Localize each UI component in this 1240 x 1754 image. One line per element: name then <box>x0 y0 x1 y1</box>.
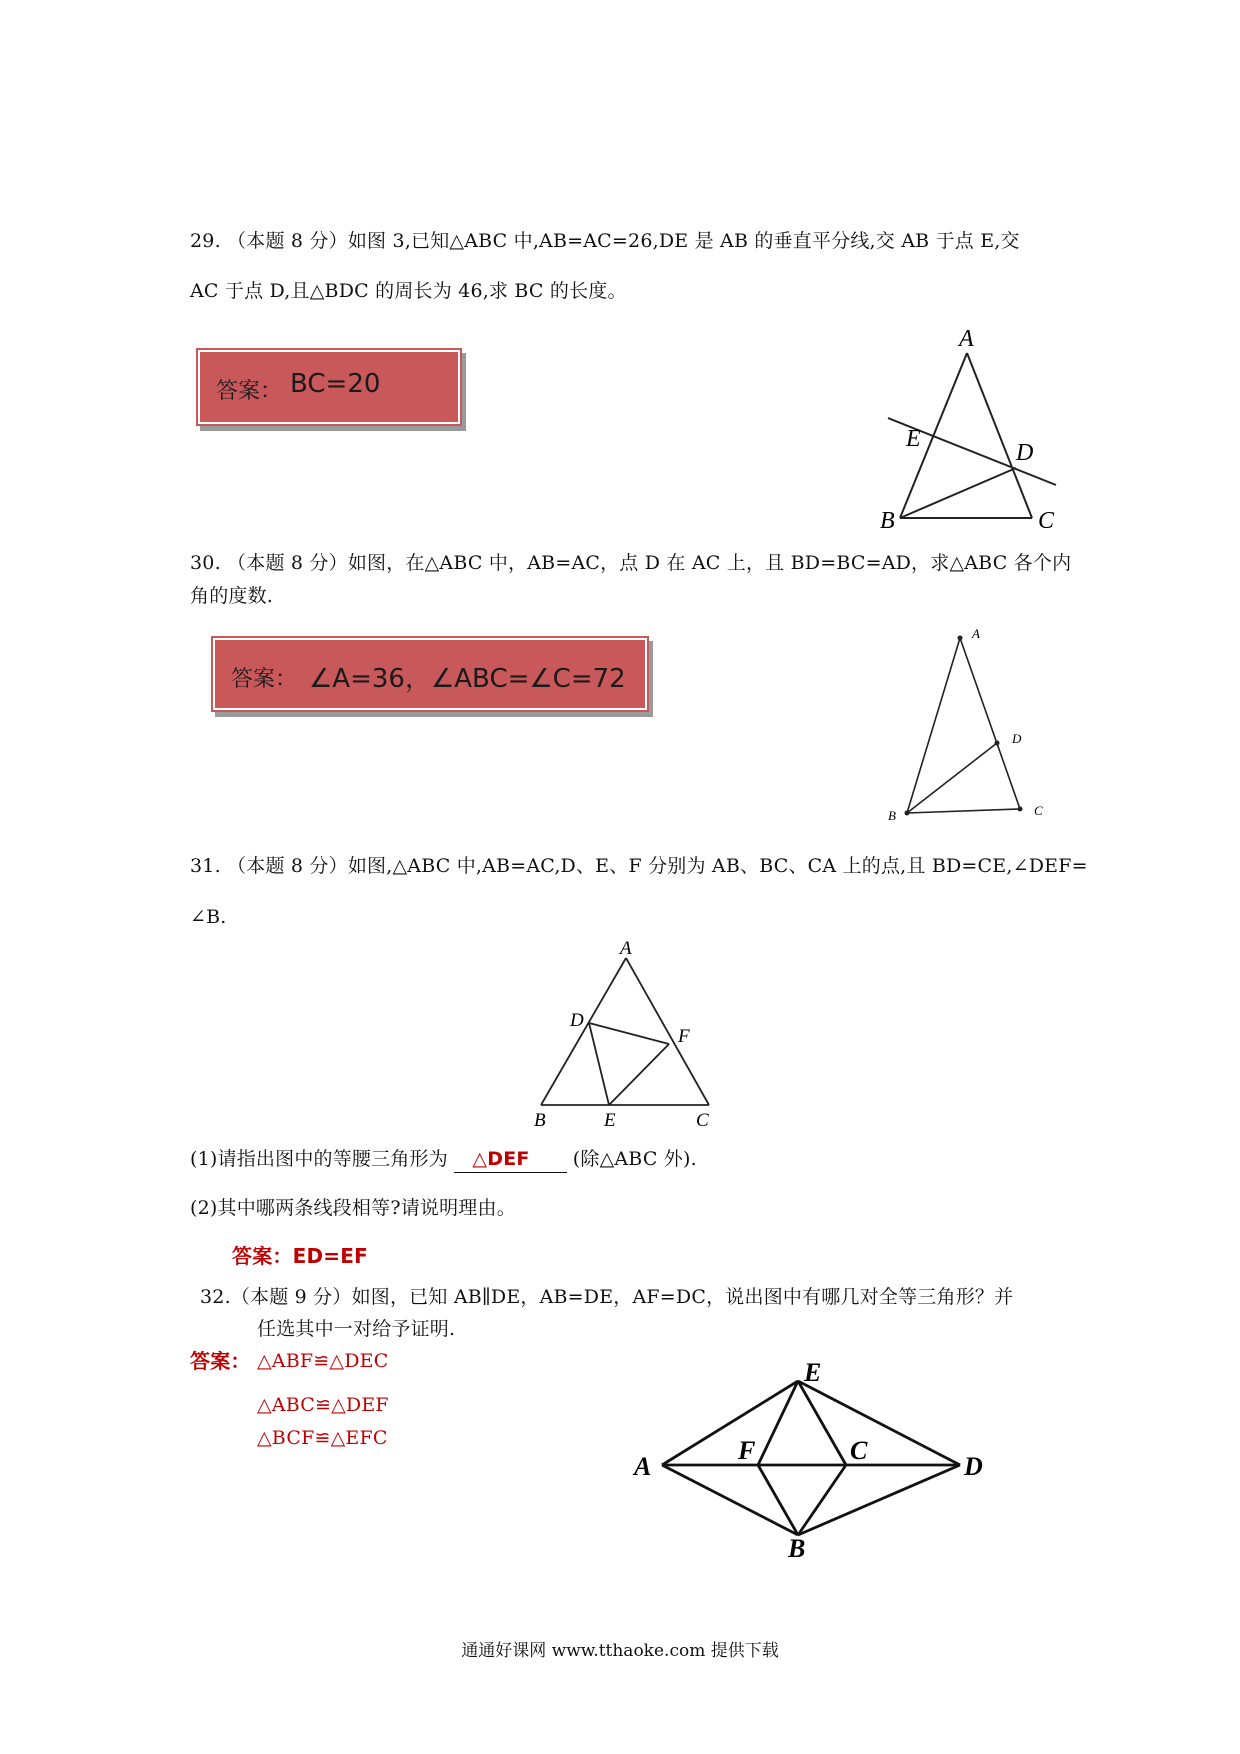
q31-label-f: F <box>678 1026 690 1047</box>
q31-text-line1: 31. （本题 8 分）如图,△ABC 中,AB=AC,D、E、F 分别为 AB、BC、CA 上的点,且 BD=CE,∠DEF= <box>190 855 1088 877</box>
page-footer: 通通好课网 www.tthaoke.com 提供下载 <box>461 1641 779 1661</box>
q32-answer-3: △BCF≌△EFC <box>257 1427 388 1449</box>
q29-answer-box <box>198 350 460 424</box>
q30-answer-box <box>213 638 647 710</box>
q31-label-b: B <box>534 1110 546 1131</box>
q30-text-line1: 30. （本题 8 分）如图，在△ABC 中，AB=AC，点 D 在 AC 上，且 BD=BC=AD，求△ABC 各个内 <box>190 552 1072 574</box>
q32-label-f: F <box>738 1436 756 1465</box>
q31-part2: (2)其中哪两条线段相等?请说明理由。 <box>190 1197 516 1219</box>
q32-label-b: B <box>788 1534 806 1563</box>
q30-label-c: C <box>1034 803 1043 818</box>
q32-label-a: A <box>634 1452 652 1481</box>
q29-label-e: E <box>906 426 921 452</box>
q29-answer-label: 答案： <box>216 379 283 404</box>
q29-answer-value: BC=20 <box>290 369 381 399</box>
q29-label-a: A <box>959 326 974 352</box>
q31-figure <box>520 940 720 1130</box>
q30-label-a: A <box>972 626 980 641</box>
q29-text-line1: 29. （本题 8 分）如图 3,已知△ABC 中,AB=AC=26,DE 是 AB 的垂直平分线,交 AB 于点 E,交 <box>190 230 1020 252</box>
q29-label-b: B <box>880 508 895 534</box>
q29-text-line2: AC 于点 D,且△BDC 的周长为 46,求 BC 的长度。 <box>190 280 627 302</box>
q32-text-line1: 32.（本题 9 分）如图，已知 AB∥DE，AB=DE，AF=DC，说出图中有哪几对全等三角形？并 <box>200 1286 1014 1308</box>
q31-label-e: E <box>604 1110 616 1131</box>
q31-part1-blank <box>454 1146 567 1173</box>
q30-answer-label: 答案： <box>231 667 298 692</box>
q30-text-line2: 角的度数. <box>190 585 274 607</box>
q32-label-c: C <box>850 1436 868 1465</box>
q31-answer: 答案：ED=EF <box>232 1244 368 1268</box>
q31-part1-prefix: (1)请指出图中的等腰三角形为 <box>190 1148 448 1170</box>
q31-part1 <box>190 1146 697 1173</box>
q29-label-d: D <box>1016 440 1034 466</box>
q29-figure <box>870 320 1070 535</box>
q30-label-b: B <box>888 808 896 823</box>
q32-text-line2: 任选其中一对给予证明. <box>257 1318 456 1340</box>
q31-part1-suffix: (除△ABC 外). <box>572 1148 697 1170</box>
q32-label-e: E <box>804 1358 822 1387</box>
q30-figure <box>870 625 1050 825</box>
q31-label-d: D <box>570 1010 584 1031</box>
q30-answer-value: ∠A=36，∠ABC=∠C=72 <box>309 664 626 694</box>
q32-answer-2: △ABC≌△DEF <box>257 1394 389 1416</box>
q31-part1-answer: △DEF <box>472 1148 530 1170</box>
q32-answer-label: 答案： <box>190 1349 251 1373</box>
q31-label-c: C <box>696 1110 709 1131</box>
q32-label-d: D <box>964 1452 983 1481</box>
q32-answer-1: △ABF≌△DEC <box>257 1350 389 1372</box>
q31-text-line2: ∠B. <box>190 906 227 928</box>
q29-label-c: C <box>1038 508 1055 534</box>
q31-label-a: A <box>620 938 632 959</box>
q32-figure <box>620 1358 1000 1563</box>
q30-label-d: D <box>1012 731 1022 746</box>
